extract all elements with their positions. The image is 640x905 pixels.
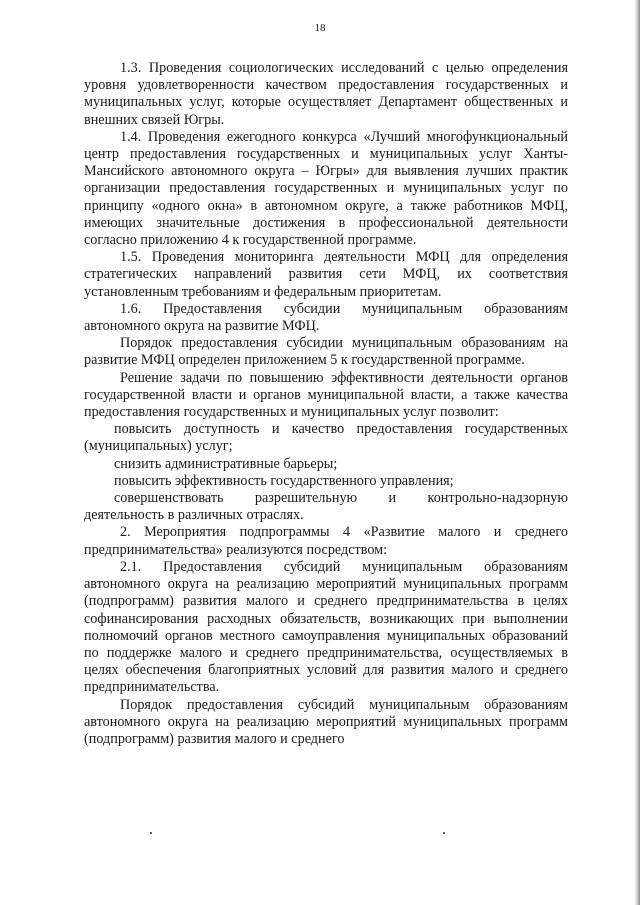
list-item-barriers: снизить административные барьеры; xyxy=(114,455,338,472)
paragraph-task-solution: Решение задачи по повышению эффективности деятельности органов государственной власти и органов муниципальной власти, а также качества предоставления государственных и муниципальных услуг позволит: xyxy=(84,369,568,421)
paragraph-1-4: 1.4. Проведения ежегодного конкурса «Лучший многофункциональный центр предоставления государственных и муниципальных услуг Ханты-Мансийского автономного округа – Югры» для выявления лучших практик организации предоставления государственных и муниципальных услуг по принципу «одного окна» в автономном округе, а также работников МФЦ, имеющих значительные достижения в профессиональной деятельности согласно приложению 4 к государственной программе. xyxy=(84,128,568,249)
scan-speck xyxy=(150,832,152,834)
list-item-permits: совершенствовать разрешительную и контрольно-надзорную деятельность в различных отраслях. xyxy=(84,490,568,524)
paragraph-1-5: 1.5. Проведения мониторинга деятельности МФЦ для определения стратегических направлений развития сети МФЦ, их соответствия установленным требованиям и федеральным приоритетам. xyxy=(84,249,568,300)
paragraph-1-3: 1.3. Проведения социологических исследований с целью определения уровня удовлетворенности качеством предоставления государственных и муниципальных услуг, которые осуществляет Департамент общественных и внешних связей Югры. xyxy=(84,60,568,128)
page-number: 18 xyxy=(314,22,326,34)
list-item-accessibility: повысить доступность и качество предоставления государственных (муниципальных) услуг; xyxy=(84,421,568,455)
paragraph-mfc-procedure: Порядок предоставления субсидии муниципальным образованиям на развитие МФЦ определен приложением 5 к государственной программе. xyxy=(84,335,568,369)
paragraph-subsidy-procedure: Порядок предоставления субсидий муниципальным образованиям автономного округа на реализацию мероприятий муниципальных программ (подпрограмм) развития малого и среднего xyxy=(84,696,568,747)
document-body xyxy=(84,60,568,748)
paragraph-2-1: 2.1. Предоставления субсидий муниципальным образованиям автономного округа на реализацию мероприятий муниципальных программ (подпрограмм) развития малого и среднего предпринимательства в целях софинансирования расходных обязательств, возникающих при выполнении полномочий органов местного самоуправления муниципальных образований по поддержке малого и среднего предпринимательства, осуществляемых в целях обеспечения благоприятных условий для развития малого и среднего предпринимательства. xyxy=(84,558,568,696)
scan-speck xyxy=(443,832,445,834)
scan-edge xyxy=(635,0,640,905)
list-item-efficiency: повысить эффективность государственного управления; xyxy=(114,472,454,489)
paragraph-2: 2. Мероприятия подпрограммы 4 «Развитие малого и среднего предпринимательства» реализуются посредством: xyxy=(84,524,568,558)
paragraph-1-6: 1.6. Предоставления субсидии муниципальным образованиям автономного округа на развитие МФЦ. xyxy=(84,300,568,335)
